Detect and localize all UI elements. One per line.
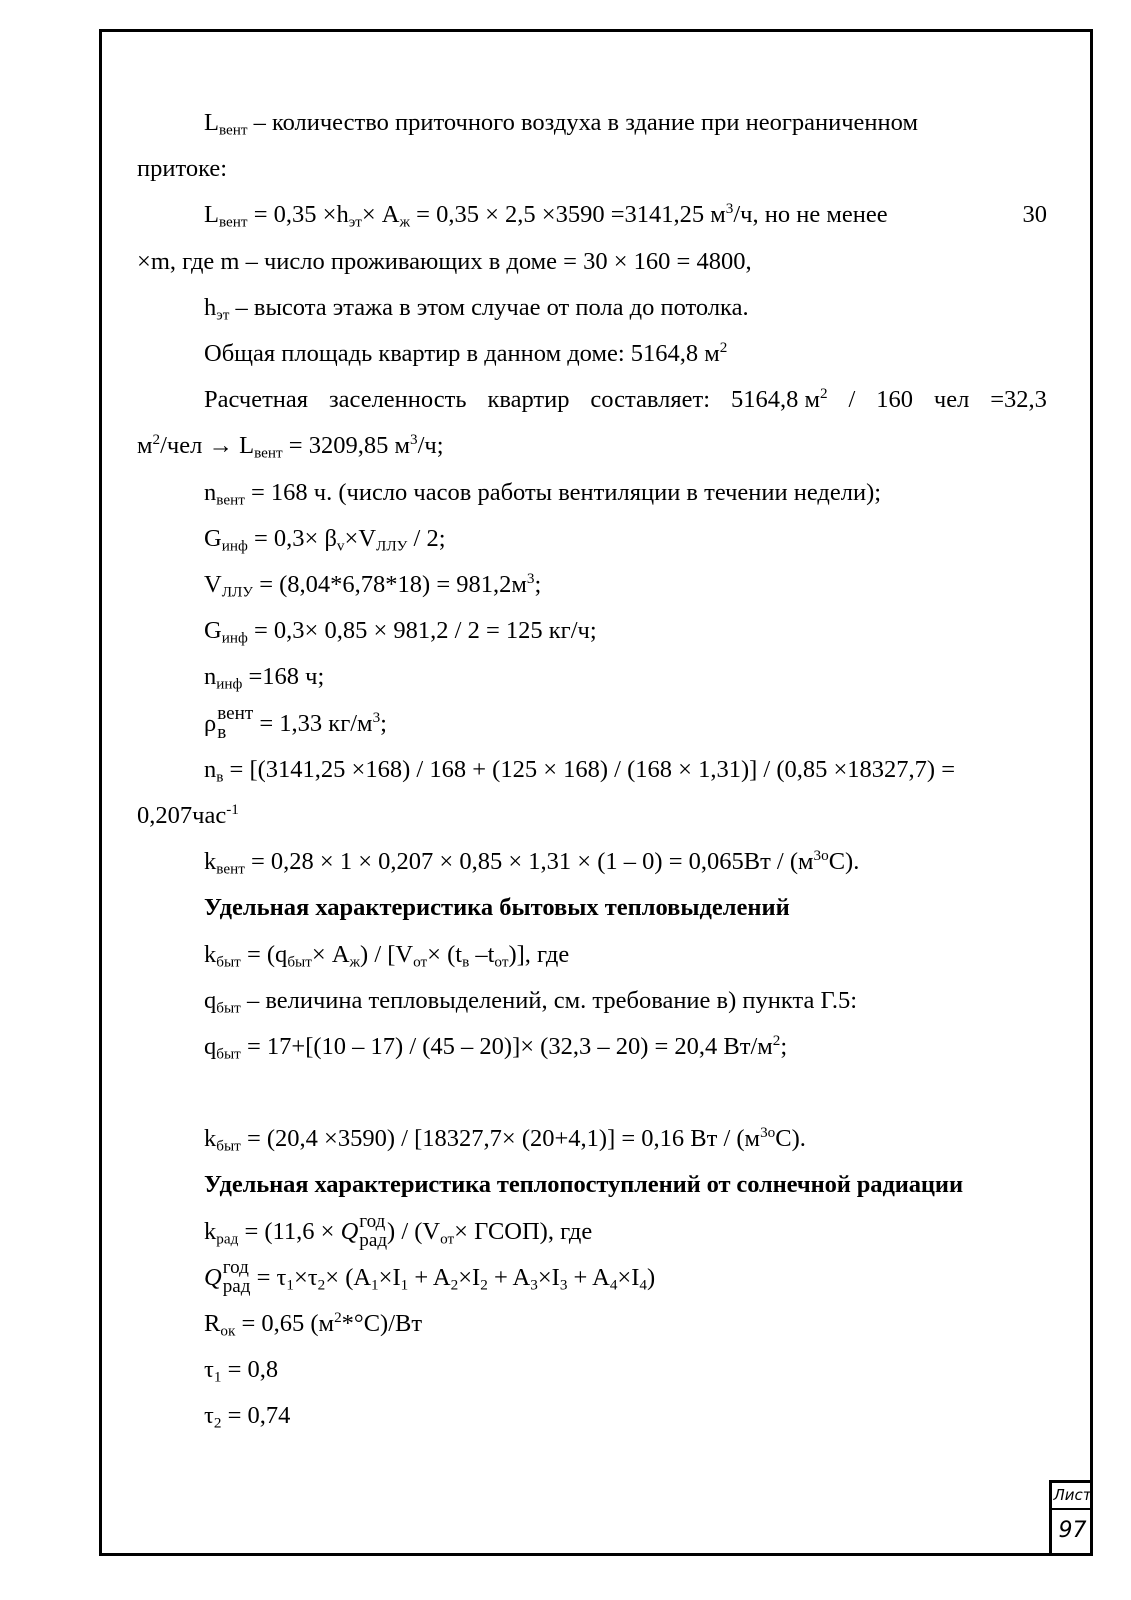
text: ) [647, 1263, 656, 1291]
subscript: рад [222, 1276, 251, 1298]
subscript: в [217, 722, 227, 744]
text: k [204, 1125, 217, 1153]
text: ×I [378, 1263, 401, 1291]
subscript: ЛЛУ [221, 583, 254, 601]
text: q [204, 1033, 217, 1061]
superscript: 2 [719, 338, 728, 356]
text: = τ [250, 1263, 287, 1291]
text: n [204, 478, 217, 506]
text: ) / [V [360, 940, 414, 968]
subscript: в [462, 952, 470, 970]
subscript: ж [399, 213, 410, 231]
line-8 [137, 423, 1047, 469]
line-4: ×m, где m – число проживающих в доме = 30 × 160 = 4800, [137, 247, 752, 275]
text: L [204, 109, 219, 136]
text: = 168 ч. (число часов работы вентиляции в течении недели); [244, 478, 882, 506]
line-17 [137, 839, 1047, 885]
sheet-label: Лист [1052, 1483, 1093, 1510]
text: × (A [325, 1263, 372, 1291]
sup-sub-stack [217, 704, 253, 742]
text: Расчетная [204, 386, 309, 414]
subscript: 1 [400, 1276, 409, 1294]
subscript: инф [221, 629, 248, 647]
line-6 [137, 331, 1047, 377]
subscript: 1 [286, 1276, 294, 1294]
text: 160 [876, 386, 913, 414]
line-28 [137, 1393, 1047, 1439]
subscript: v [336, 537, 345, 555]
superscript: 3о [760, 1124, 776, 1142]
subscript: ок [220, 1322, 236, 1340]
text: –t [469, 940, 495, 968]
text: ; [534, 571, 542, 599]
text: ; [780, 1033, 788, 1061]
text: τ [204, 1402, 214, 1430]
text: = 0,28 × 1 × 0,207 × 0,85 × 1,31 × (1 – 0) = 0,065Вт / (м [244, 848, 814, 876]
line-20 [137, 978, 1047, 1024]
text: чел [933, 386, 970, 414]
superscript: год [359, 1210, 386, 1232]
sup-sub-stack [223, 1258, 251, 1296]
subscript: 2 [450, 1276, 459, 1294]
subscript: вент [218, 213, 248, 231]
text: ρ [204, 709, 217, 737]
text: G [204, 524, 222, 552]
text: × A [311, 940, 350, 968]
text: ; [380, 709, 387, 737]
line-15 [137, 747, 1047, 793]
text: L [204, 201, 219, 229]
subscript: вент [216, 490, 245, 508]
superscript: 2 [152, 431, 161, 449]
subscript: быт [216, 952, 241, 970]
subscript: 3 [530, 1276, 538, 1294]
text: – высота этажа в этом случае от пола до потолка. [229, 293, 749, 321]
line-13 [137, 654, 1047, 700]
subscript: инф [221, 537, 248, 555]
text: + A [408, 1263, 451, 1291]
subscript: инф [216, 675, 243, 693]
line-1 [137, 100, 1047, 146]
subscript: 2 [213, 1414, 222, 1432]
line-11 [137, 562, 1047, 608]
text: k [204, 940, 217, 968]
text: С). [828, 848, 860, 876]
subscript: от [413, 952, 428, 970]
text: Q [340, 1217, 359, 1245]
text: 30 [1022, 201, 1047, 229]
line-27 [137, 1347, 1047, 1393]
text: = (11,6 × [238, 1217, 341, 1245]
subscript: быт [287, 952, 312, 970]
text: = 3209,85 м [282, 432, 410, 460]
subscript: быт [216, 999, 241, 1017]
text: /ч; [417, 432, 444, 460]
subscript: рад [359, 1230, 388, 1252]
subscript: вент [216, 860, 245, 878]
superscript: год [222, 1257, 249, 1279]
text: n [204, 663, 217, 691]
text: × (t [427, 940, 463, 968]
text: м [137, 432, 153, 460]
text: V [204, 571, 222, 599]
text: ×τ [293, 1263, 318, 1291]
line-26 [137, 1301, 1047, 1347]
subscript: 2 [480, 1276, 488, 1294]
sup-sub-stack [359, 1212, 387, 1250]
subscript: 2 [317, 1276, 326, 1294]
line-10 [137, 516, 1047, 562]
subscript: 3 [559, 1276, 568, 1294]
line-25 [137, 1255, 1047, 1301]
superscript: 3 [526, 569, 535, 587]
line-24 [137, 1209, 1047, 1255]
superscript: 3 [409, 431, 418, 449]
superscript: 2 [772, 1031, 781, 1049]
text: R [204, 1310, 221, 1338]
text: q [204, 986, 217, 1014]
subscript: ж [349, 952, 361, 970]
text: )], где [508, 940, 570, 968]
line-14 [137, 701, 1047, 747]
superscript: 2 [819, 385, 828, 403]
text: k [204, 1217, 217, 1245]
subscript: быт [216, 1137, 241, 1155]
line-19 [137, 932, 1047, 978]
subscript: рад [216, 1229, 239, 1247]
text: ×I [537, 1263, 560, 1291]
text: – количество приточного воздуха в здание при неограниченном [253, 109, 918, 136]
subscript: в [216, 768, 224, 786]
text: = (20,4 ×3590) / [18327,7× (20+4,1)] = 0,16 Вт / (м [240, 1125, 761, 1153]
text: = 17+[(10 – 17) / (45 – 20)]× (32,3 – 20) = 20,4 Вт/м [240, 1033, 773, 1061]
superscript: -1 [226, 800, 239, 818]
superscript: 2 [334, 1308, 342, 1326]
text: τ [204, 1356, 214, 1384]
text: = 0,3× β [247, 524, 337, 552]
text: = (q [240, 940, 288, 968]
subscript: от [440, 1229, 455, 1247]
text: = (8,04*6,78*18) = 981,2м [253, 571, 527, 599]
subscript: 1 [213, 1368, 222, 1386]
line-5 [137, 285, 1047, 331]
subscript: 4 [609, 1276, 618, 1294]
text: 0,207час [137, 802, 227, 830]
subscript: эт [216, 306, 230, 324]
line-2: притоке: [137, 155, 228, 183]
text: / 2; [407, 524, 446, 552]
text: + A [567, 1263, 610, 1291]
text: ×V [344, 524, 377, 552]
line-21 [137, 1024, 1047, 1070]
text: =32,3 [990, 386, 1047, 414]
text: =168 ч; [242, 663, 325, 691]
line-3 [137, 192, 1047, 238]
subscript: от [494, 952, 509, 970]
text: h [204, 293, 217, 321]
text: составляет: [590, 386, 711, 414]
superscript: вент [217, 702, 254, 724]
text: × ГСОП), где [454, 1217, 593, 1245]
text: = [(3141,25 ×168) / 168 + (125 × 168) / (168 × 1,31)] / (0,85 ×18327,7) = [223, 755, 956, 783]
text: n [204, 755, 217, 783]
text: ) / (V [387, 1217, 441, 1245]
line-22 [137, 1116, 1047, 1162]
line-12 [137, 608, 1047, 654]
text: заселенность [328, 386, 467, 414]
text: Общая площадь квартир в данном доме: 5164,8 м [204, 340, 720, 368]
section-heading-solar-radiation: Удельная характеристика теплопоступлений от солнечной радиации [204, 1171, 963, 1199]
text: = 0,8 [221, 1356, 279, 1384]
text: /ч, но не менее [733, 201, 888, 229]
text: Q [204, 1263, 222, 1291]
text: ×I [617, 1263, 640, 1291]
section-heading-household-heat: Удельная характеристика бытовых тепловыделений [204, 894, 790, 922]
superscript: 3о [813, 847, 829, 865]
superscript: 3 [372, 708, 381, 726]
text: = 0,3× 0,85 × 981,2 / 2 = 125 кг/ч; [247, 617, 597, 645]
text: = 0,35 × 2,5 ×3590 =3141,25 м [410, 201, 726, 229]
superscript: 3 [725, 200, 734, 218]
text: квартир [487, 386, 570, 414]
text: С). [775, 1125, 806, 1153]
subscript: ЛЛУ [376, 537, 408, 555]
text: = 0,35 ×h [247, 201, 349, 229]
subscript: 4 [639, 1276, 647, 1294]
document-body [137, 100, 1047, 1440]
text: – величина тепловыделений, см. требование в) пункта Г.5: [240, 986, 858, 1014]
page-number: 97 [1058, 1518, 1087, 1543]
text: = 0,74 [221, 1402, 291, 1430]
text: 5164,8 $м^2$ [730, 385, 828, 414]
text: = 1,33 кг/м [253, 709, 373, 737]
line-9 [137, 470, 1047, 516]
text: × A [361, 201, 400, 229]
text: + A [487, 1263, 531, 1291]
text: *°C)/Вт [341, 1310, 423, 1338]
subscript: вент [218, 121, 248, 139]
line-7 [137, 377, 1047, 423]
text: k [204, 848, 217, 876]
text: ×I [458, 1263, 481, 1291]
subscript: 1 [371, 1276, 379, 1294]
text: = 0,65 (м [235, 1310, 335, 1338]
subscript: вент [254, 444, 283, 462]
subscript: эт [348, 213, 362, 231]
text: G [204, 617, 222, 645]
text: / [848, 386, 856, 414]
sheet-stamp [1049, 1480, 1093, 1556]
line-16 [137, 793, 1047, 839]
text: /чел → L [160, 432, 255, 460]
blank-line [137, 1070, 1047, 1116]
subscript: быт [216, 1045, 241, 1063]
